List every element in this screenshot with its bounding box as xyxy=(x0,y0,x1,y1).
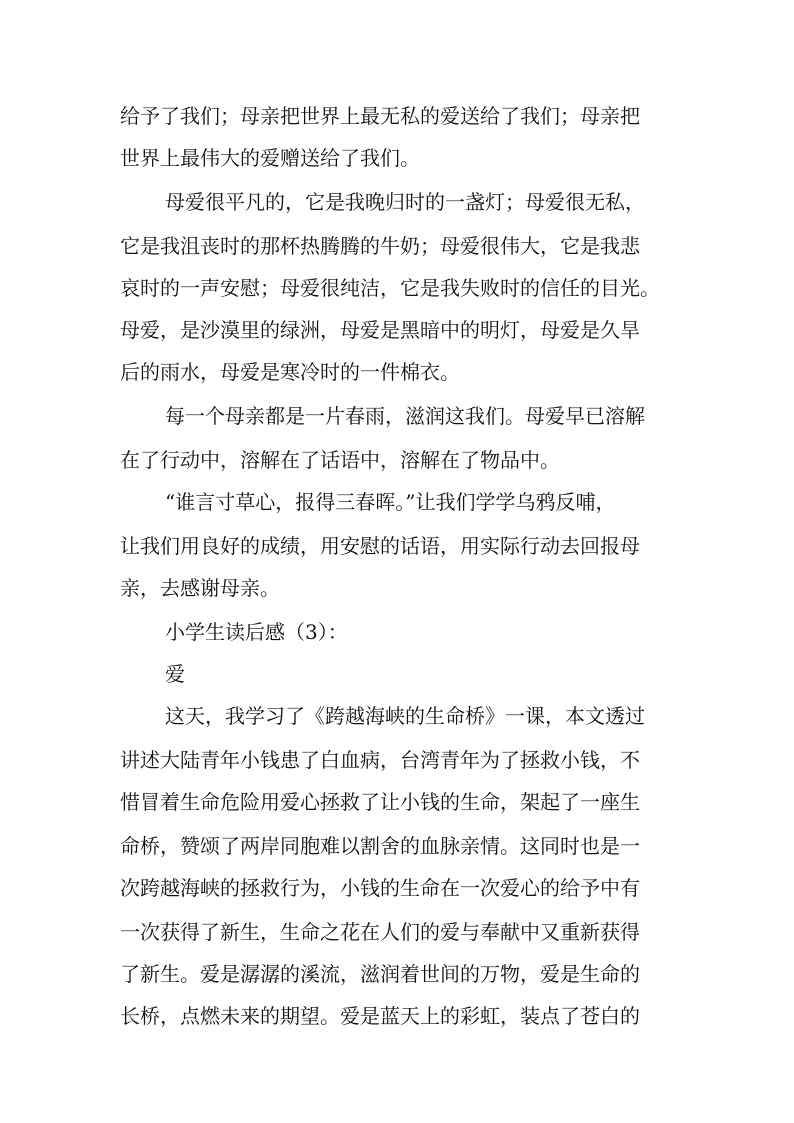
text-line: 命桥，赞颂了两岸同胞难以割舍的血脉亲情。这同时也是一 xyxy=(120,834,640,858)
paragraph-start-line: 母爱很平凡的，它是我晚归时的一盏灯；母爱很无私， xyxy=(165,190,645,214)
text-line: 次跨越海峡的拯救行为，小钱的生命在一次爱心的给予中有 xyxy=(120,876,640,900)
text-line: 世界上最伟大的爱赠送给了我们。 xyxy=(120,146,420,170)
text-line: 讲述大陆青年小钱患了白血病，台湾青年为了拯救小钱，不 xyxy=(120,748,640,772)
essay-title: 爱 xyxy=(165,662,185,686)
text-line: 了新生。爱是潺潺的溪流，滋润着世间的万物，爱是生命的 xyxy=(120,962,640,986)
text-line: 长桥，点燃未来的期望。爱是蓝天上的彩虹，装点了苍白的 xyxy=(120,1004,640,1028)
text-line: 后的雨水，母爱是寒冷时的一件棉衣。 xyxy=(120,360,460,384)
text-line: 哀时的一声安慰；母爱很纯洁，它是我失败时的信任的目光。 xyxy=(120,276,660,300)
text-line: 母爱，是沙漠里的绿洲，母爱是黑暗中的明灯，母爱是久旱 xyxy=(120,318,640,342)
text-line: 亲，去感谢母亲。 xyxy=(120,576,280,600)
paragraph-start-line: 每一个母亲都是一片春雨，滋润这我们。母爱早已溶解 xyxy=(165,404,645,428)
text-line: 惜冒着生命危险用爱心拯救了让小钱的生命，架起了一座生 xyxy=(120,790,640,814)
text-line: 它是我沮丧时的那杯热腾腾的牛奶；母爱很伟大，它是我悲 xyxy=(120,234,640,258)
text-line: 在了行动中，溶解在了话语中，溶解在了物品中。 xyxy=(120,448,560,472)
section-heading: 小学生读后感（3）： xyxy=(165,620,348,644)
text-line: 一次获得了新生，生命之花在人们的爱与奉献中又重新获得 xyxy=(120,920,640,944)
text-line: 给予了我们；母亲把世界上最无私的爱送给了我们；母亲把 xyxy=(120,104,640,128)
paragraph-start-line: “谁言寸草心，报得三春晖。”让我们学学乌鸦反哺， xyxy=(165,490,616,514)
paragraph-start-line: 这天，我学习了《跨越海峡的生命桥》一课，本文透过 xyxy=(165,704,645,728)
text-line: 让我们用良好的成绩，用安慰的话语，用实际行动去回报母 xyxy=(120,534,640,558)
